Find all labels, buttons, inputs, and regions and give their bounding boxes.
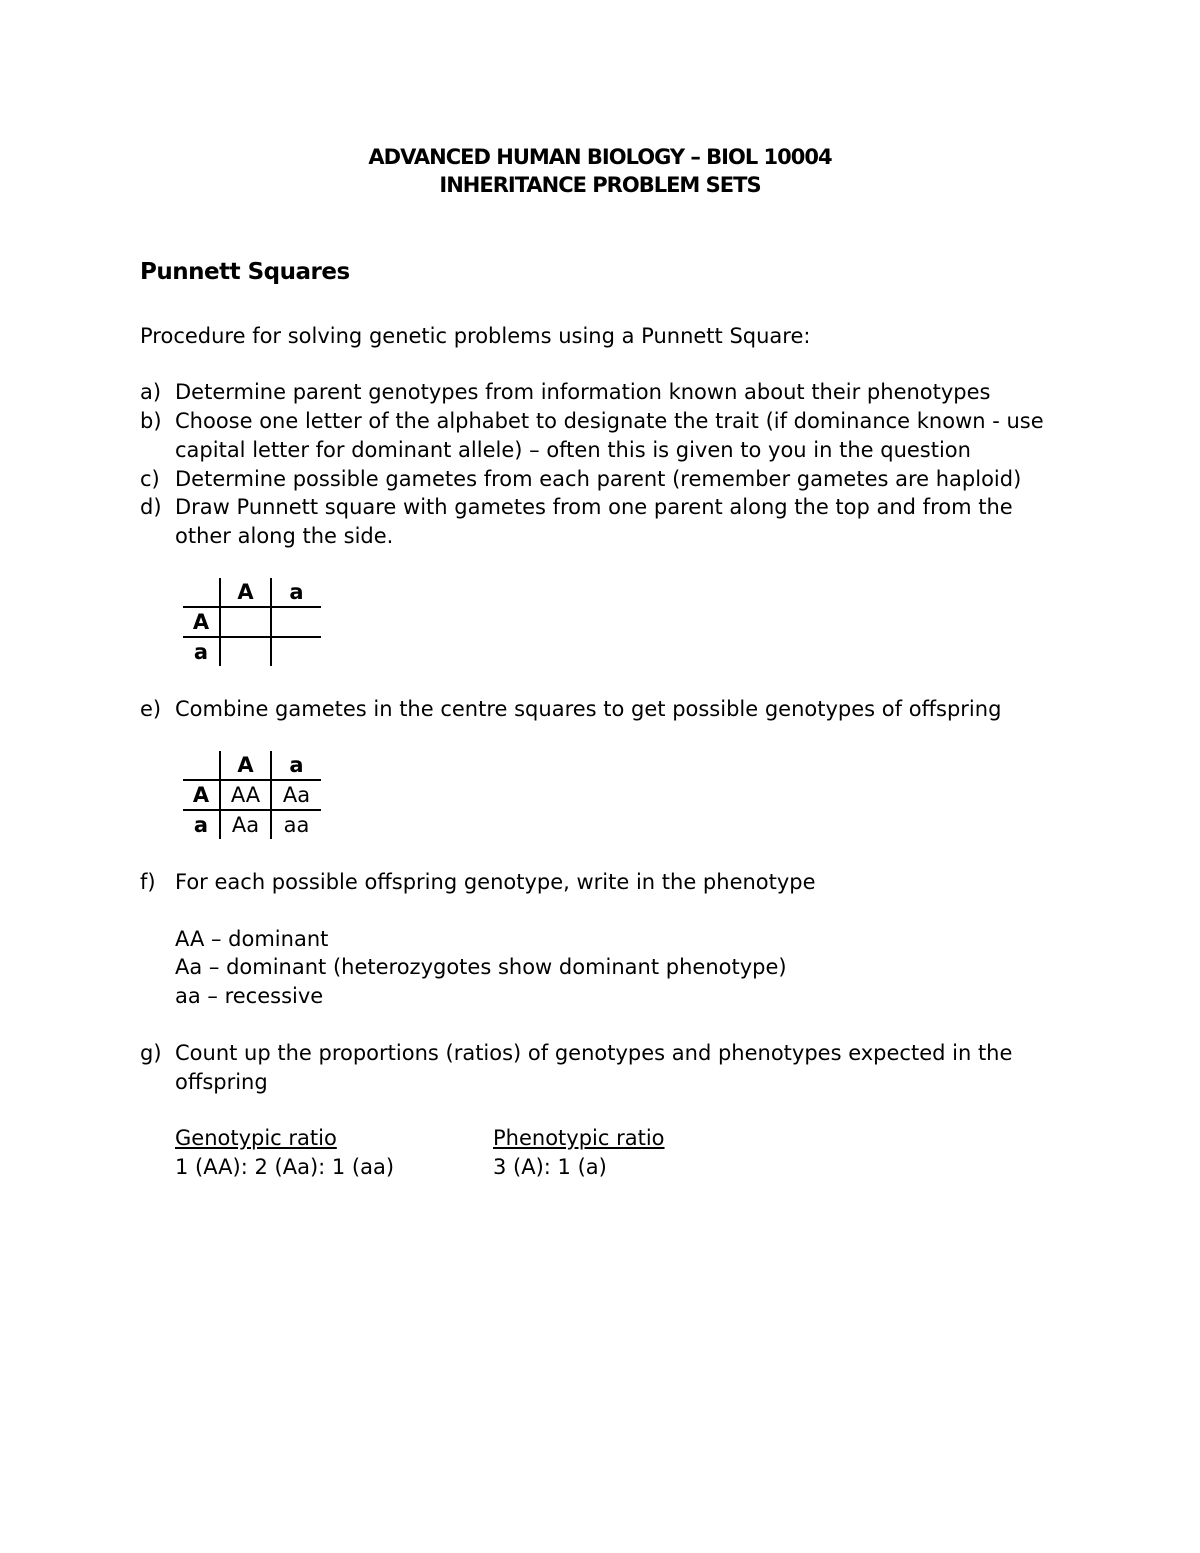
phenotype-line: Aa – dominant (heterozygotes show dominant phenotype): [175, 955, 787, 979]
procedure-intro: Procedure for solving genetic problems using a Punnett Square:: [140, 324, 811, 348]
step-b-line-2: capital letter for dominant allele) – often this is given to you in the question: [175, 438, 971, 462]
step-a-line-1: Determine parent genotypes from information known about their phenotypes: [175, 380, 991, 404]
punnett-top-gamete: a: [271, 578, 321, 607]
step-c-marker: c): [140, 467, 160, 491]
document-title-line-2: INHERITANCE PROBLEM SETS: [439, 173, 761, 197]
step-b-line-1: Choose one letter of the alphabet to designate the trait (if dominance known - use: [175, 409, 1044, 433]
phenotype-line: AA – dominant: [175, 927, 329, 951]
punnett-cell: [271, 637, 321, 666]
punnett-top-gamete: A: [220, 751, 271, 780]
step-d-marker: d): [140, 495, 162, 519]
step-g-line-1: Count up the proportions (ratios) of genotypes and phenotypes expected in the: [175, 1041, 1013, 1065]
step-a-marker: a): [140, 380, 162, 404]
step-g-line-2: offspring: [175, 1070, 268, 1094]
punnett-top-gamete: A: [220, 578, 271, 607]
punnett-side-gamete: a: [183, 810, 220, 839]
genotypic-ratio-value: 1 (AA): 2 (Aa): 1 (aa): [175, 1155, 395, 1179]
punnett-side-gamete: a: [183, 637, 220, 666]
step-d-line-1: Draw Punnett square with gametes from one parent along the top and from the: [175, 495, 1013, 519]
genotypic-ratio: [175, 1124, 394, 1182]
step-d-line-2: other along the side.: [175, 524, 394, 548]
document-title-line-1: ADVANCED HUMAN BIOLOGY – BIOL 10004: [368, 145, 832, 169]
step-e-marker: e): [140, 697, 162, 721]
step-g-marker: g): [140, 1041, 162, 1065]
punnett-corner: [183, 751, 220, 780]
phenotypic-ratio-heading: Phenotypic ratio: [493, 1126, 665, 1150]
step-f-line-1: For each possible offspring genotype, write in the phenotype: [175, 870, 816, 894]
punnett-cell: [220, 607, 271, 637]
phenotypic-ratio-value: 3 (A): 1 (a): [493, 1155, 607, 1179]
punnett-cell: AA: [220, 780, 271, 810]
section-heading: Punnett Squares: [140, 259, 350, 285]
step-f-marker: f): [140, 870, 156, 894]
punnett-square-empty: [183, 578, 321, 666]
step-c-line-1: Determine possible gametes from each parent (remember gametes are haploid): [175, 467, 1022, 491]
phenotypic-ratio: [493, 1124, 665, 1182]
step-b-marker: b): [140, 409, 162, 433]
punnett-cell: [271, 607, 321, 637]
punnett-cell: aa: [283, 813, 310, 837]
punnett-cell: Aa: [271, 780, 321, 810]
punnett-cell: Aa: [220, 810, 271, 839]
punnett-cell: [220, 637, 271, 666]
punnett-square-filled: [183, 751, 321, 839]
punnett-side-gamete: A: [183, 780, 220, 810]
phenotype-line: aa – recessive: [175, 984, 324, 1008]
step-e-line-1: Combine gametes in the centre squares to get possible genotypes of offspring: [175, 697, 1002, 721]
punnett-corner: [183, 578, 220, 607]
punnett-side-gamete: A: [183, 607, 220, 637]
genotypic-ratio-heading: Genotypic ratio: [175, 1126, 337, 1150]
punnett-top-gamete: a: [271, 751, 321, 780]
